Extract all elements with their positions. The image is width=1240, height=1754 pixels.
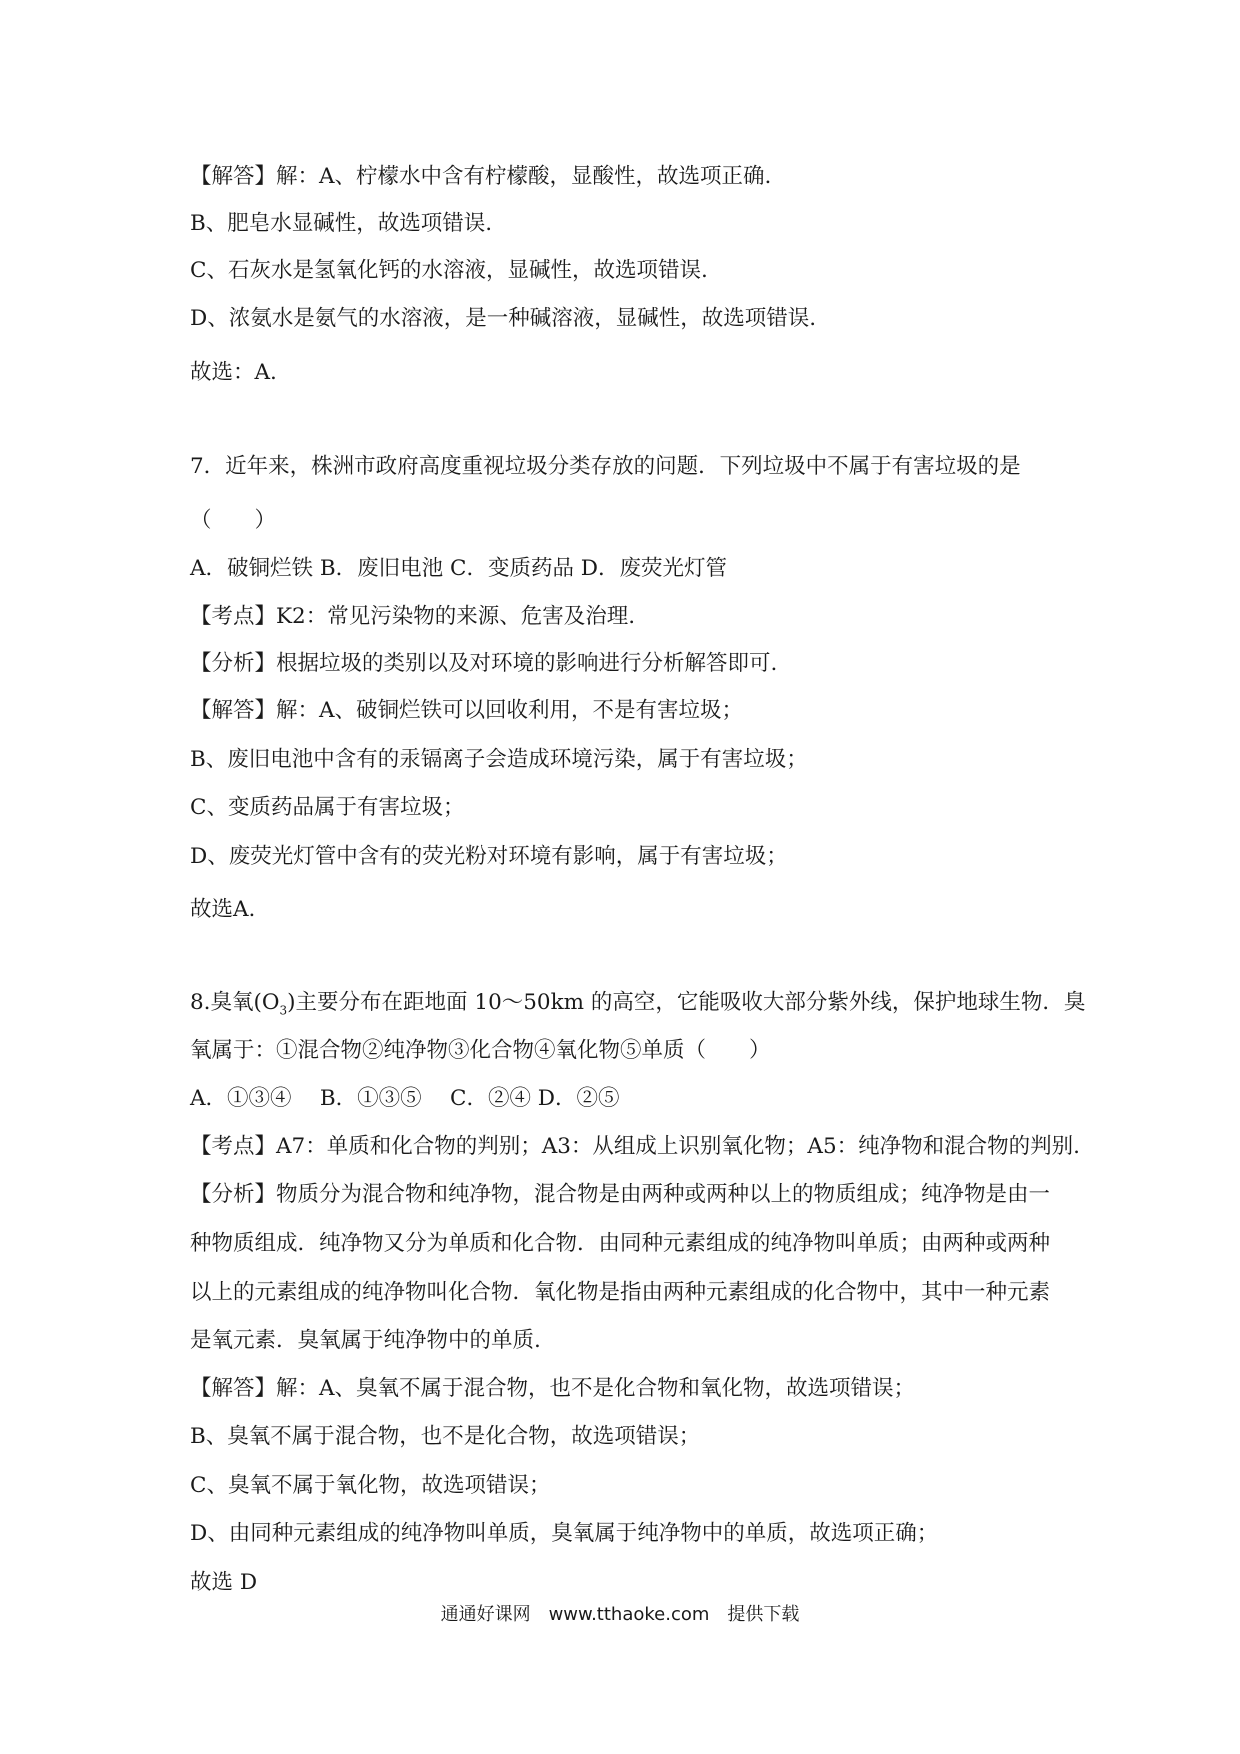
page-footer: 通通好课网 www.tthaoke.com 提供下载	[440, 1604, 800, 1625]
q8-fenxi-line-1: 【分析】物质分为混合物和纯净物，混合物是由两种或两种以上的物质组成；纯净物是由一	[190, 1182, 1051, 1207]
q7-stem-line-1: 7．近年来，株洲市政府高度重视垃圾分类存放的问题．下列垃圾中不属于有害垃圾的是	[190, 454, 1021, 479]
q7-options: A．破铜烂铁 B．废旧电池 C．变质药品 D．废荧光灯管	[190, 556, 728, 581]
q7-jieda-line-4: D、废荧光灯管中含有的荧光粉对环境有影响，属于有害垃圾；	[190, 844, 788, 869]
q8-jieda-line-2: B、臭氧不属于混合物，也不是化合物，故选项错误；	[190, 1424, 701, 1449]
q8-jieda-line-3: C、臭氧不属于氧化物，故选项错误；	[190, 1473, 551, 1498]
q7-jieda-line-2: B、废旧电池中含有的汞镉离子会造成环境污染，属于有害垃圾；	[190, 747, 808, 772]
q8-options: A．①③④ B．①③⑤ C．②④ D．②⑤	[190, 1086, 620, 1111]
q7-kaodian: 【考点】K2：常见污染物的来源、危害及治理.	[190, 604, 636, 629]
q7-final-answer: 故选A.	[190, 897, 256, 922]
q8-fenxi-line-4: 是氧元素．臭氧属于纯净物中的单质.	[190, 1328, 541, 1353]
q8-fenxi-line-3: 以上的元素组成的纯净物叫化合物．氧化物是指由两种元素组成的化合物中，其中一种元素	[190, 1280, 1051, 1305]
block1-answer-line-2: B、肥皂水显碱性，故选项错误.	[190, 211, 493, 236]
block1-answer-line-1: 【解答】解：A、柠檬水中含有柠檬酸，显酸性，故选项正确.	[190, 164, 772, 189]
q7-stem-line-2: （ ）	[190, 508, 277, 533]
q8-fenxi-line-2: 种物质组成．纯净物又分为单质和化合物．由同种元素组成的纯净物叫单质；由两种或两种	[190, 1231, 1051, 1256]
block1-final-answer: 故选：A.	[190, 360, 277, 385]
q8-stem-line-1	[190, 988, 1085, 1025]
q8-stem-pre: 8.臭氧(O	[190, 990, 280, 1015]
block1-answer-line-4: D、浓氨水是氨气的水溶液，是一种碱溶液，显碱性，故选项错误.	[190, 306, 817, 331]
q8-stem-line-2: 氧属于：①混合物②纯净物③化合物④氧化物⑤单质（ ）	[190, 1038, 771, 1063]
q8-ozone-subscript: 3	[279, 1003, 288, 1018]
q7-jieda-line-1: 【解答】解：A、破铜烂铁可以回收利用，不是有害垃圾；	[190, 698, 744, 723]
q7-fenxi: 【分析】根据垃圾的类别以及对环境的影响进行分析解答即可.	[190, 651, 778, 676]
q7-jieda-line-3: C、变质药品属于有害垃圾；	[190, 795, 465, 820]
q8-stem-post: )主要分布在距地面 10～50km 的高空，它能吸收大部分紫外线，保护地球生物．臭	[287, 990, 1086, 1015]
q8-jieda-line-4: D、由同种元素组成的纯净物叫单质，臭氧属于纯净物中的单质，故选项正确；	[190, 1521, 939, 1546]
q8-jieda-line-1: 【解答】解：A、臭氧不属于混合物，也不是化合物和氧化物，故选项错误；	[190, 1376, 916, 1401]
q8-kaodian: 【考点】A7：单质和化合物的判别；A3：从组成上识别氧化物；A5：纯净物和混合物的判别.	[190, 1134, 1080, 1159]
q8-final-answer: 故选 D	[190, 1570, 258, 1595]
block1-answer-line-3: C、石灰水是氢氧化钙的水溶液，显碱性，故选项错误.	[190, 258, 708, 283]
